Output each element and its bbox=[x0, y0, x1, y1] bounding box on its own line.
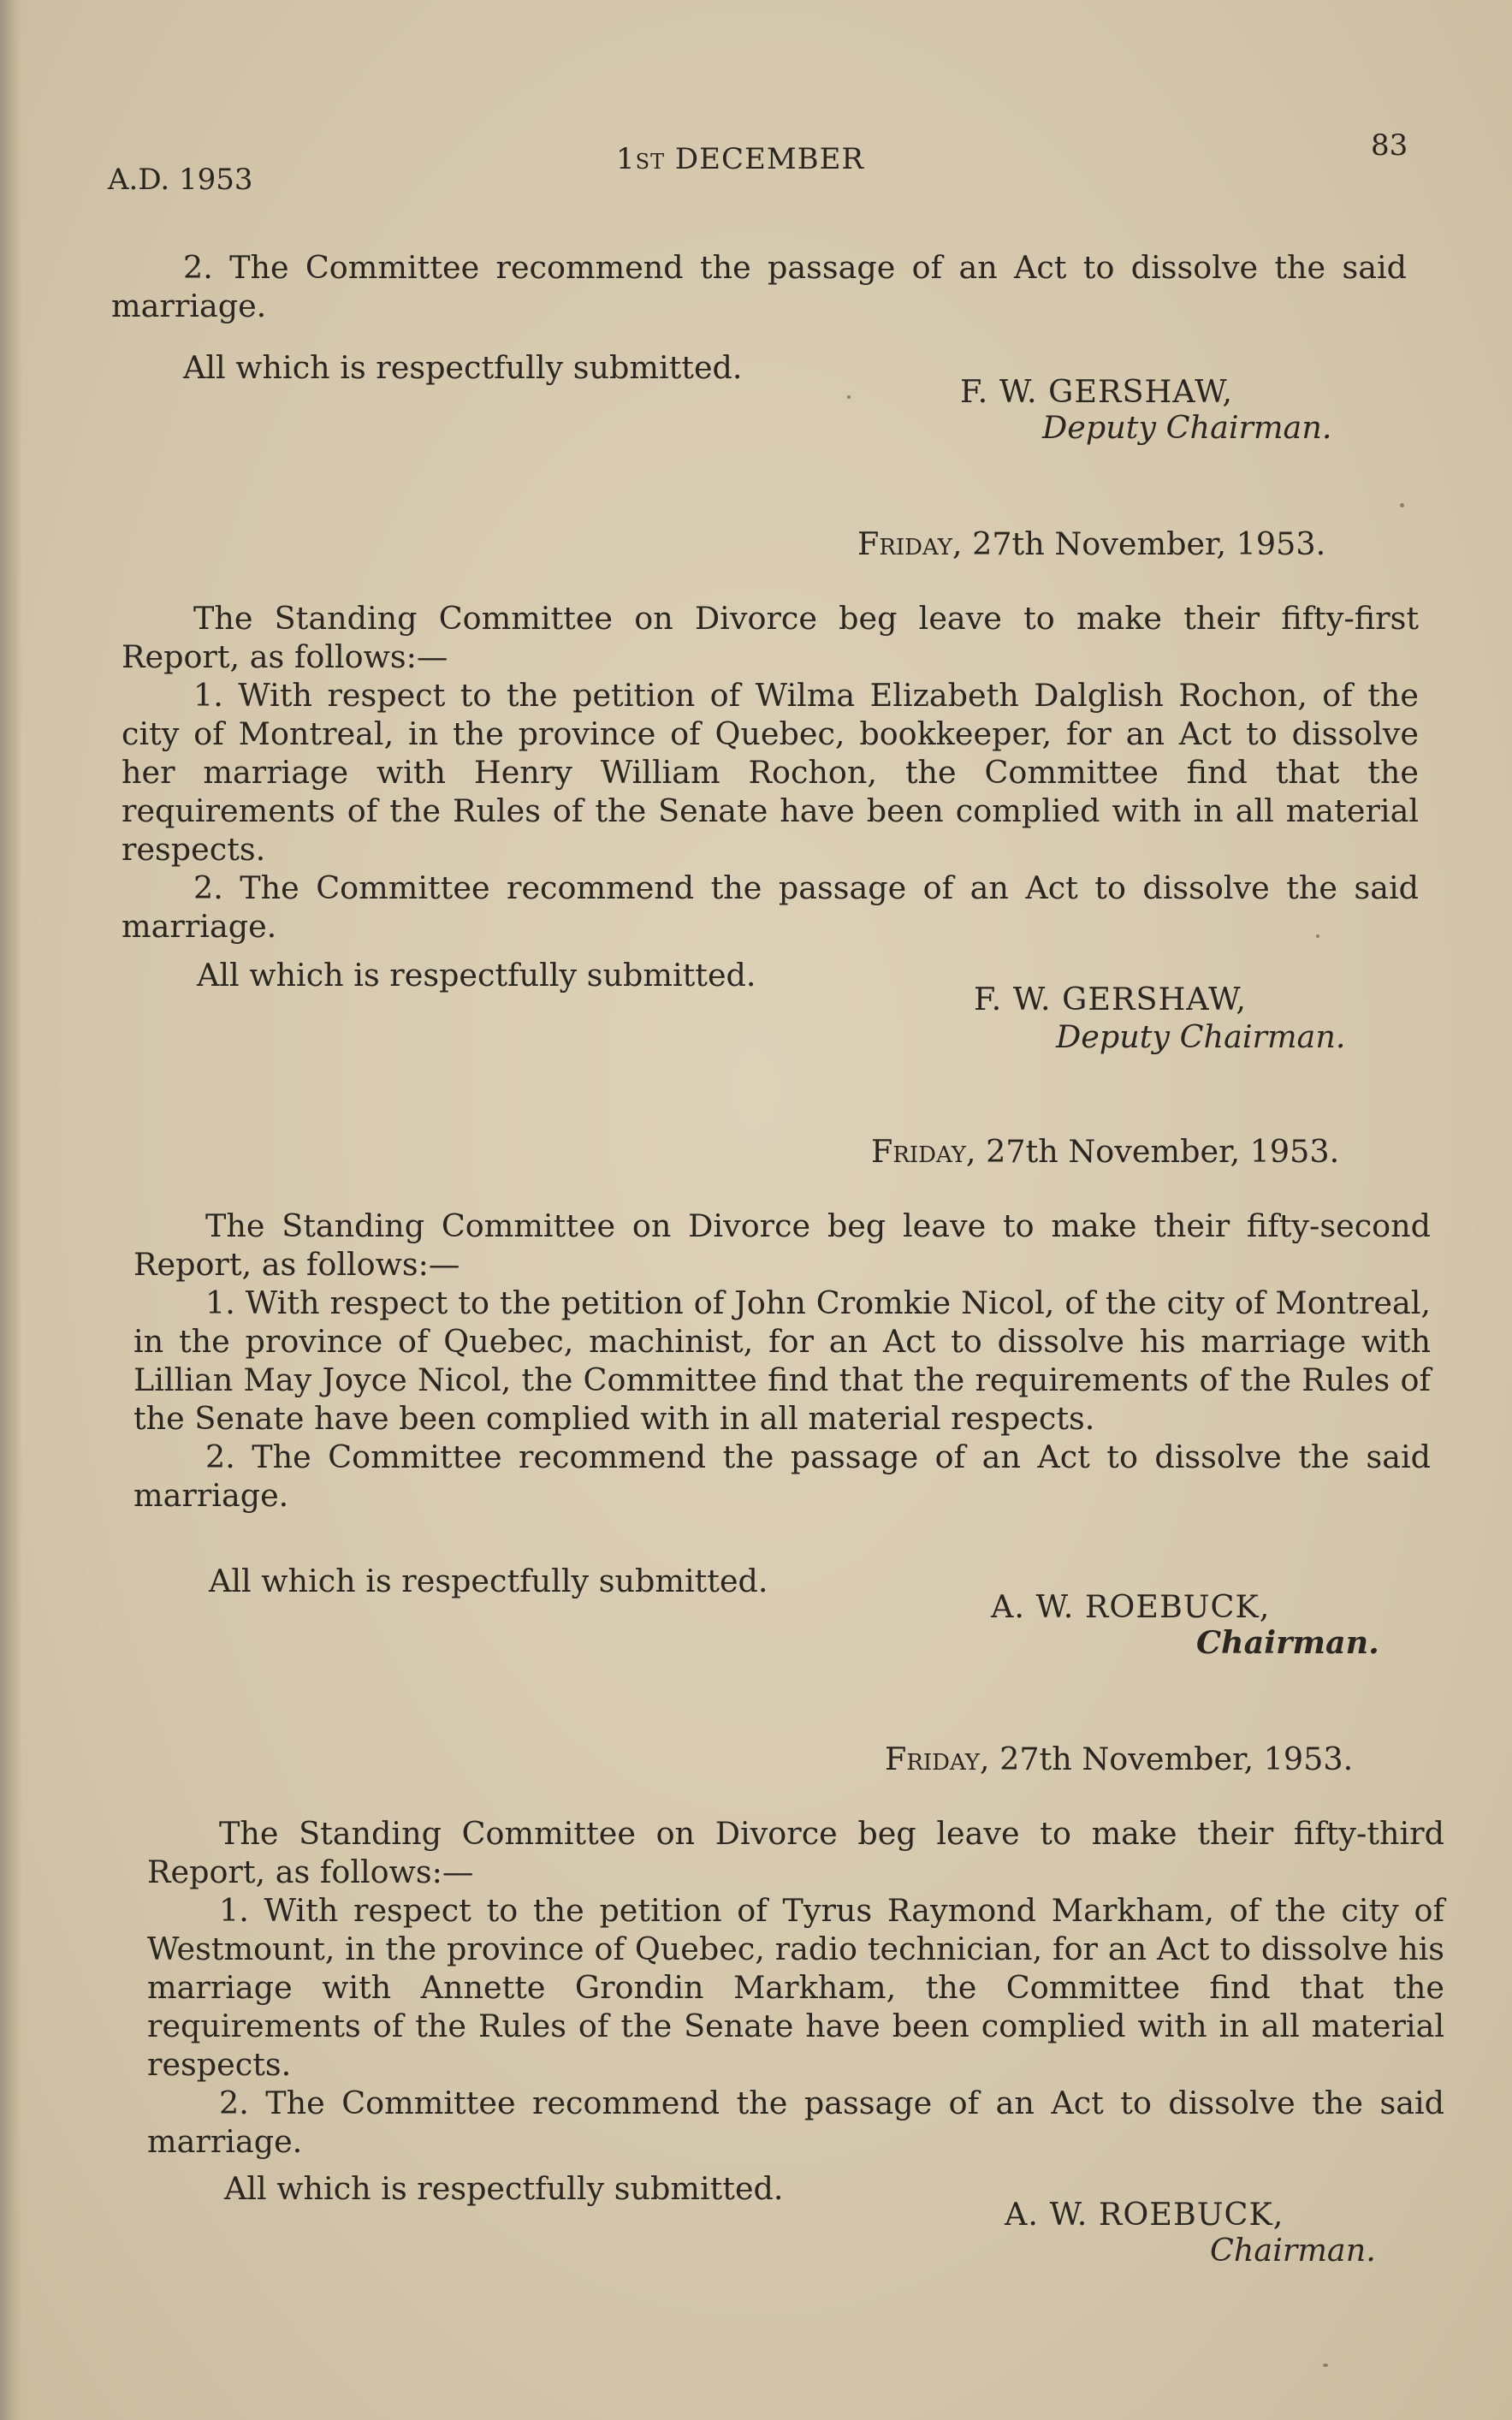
report-52-submitted: All which is respectfully submitted. bbox=[209, 1563, 768, 1599]
paper-speck bbox=[1316, 934, 1319, 938]
report-53-signer: A. W. ROEBUCK, bbox=[1005, 2196, 1284, 2233]
top-continuation bbox=[111, 248, 1407, 325]
page-header bbox=[0, 128, 1512, 197]
report-51-date-rest: , 27th November, 1953. bbox=[952, 525, 1326, 562]
report-52-date bbox=[871, 1133, 1339, 1170]
report-51-intro: The Standing Committee on Divorce beg leave to make their fifty-first Report, as follows:— bbox=[122, 600, 1419, 675]
page-edge-shadow bbox=[0, 0, 22, 2420]
report-53-submitted: All which is respectfully submitted. bbox=[224, 2170, 784, 2207]
report-51-paragraph-1: 1. With respect to the petition of Wilma Elizabeth Dalglish Rochon, of the city of Montreal, in the province of Quebec, bookkeeper, for an Act to dissolve her marriage with Henry William Rochon, the Committee find that the requirements of the Rules of the Senate have been complied with in all material respects. bbox=[122, 677, 1419, 868]
report-53-date bbox=[885, 1741, 1353, 1777]
report-51-date bbox=[857, 525, 1325, 562]
report-53-role: Chairman. bbox=[1210, 2232, 1376, 2269]
report-51-submitted: All which is respectfully submitted. bbox=[197, 957, 756, 994]
report-52-intro: The Standing Committee on Divorce beg leave to make their fifty-second Report, as follows:— bbox=[133, 1207, 1431, 1283]
top-paragraph-2: 2. The Committee recommend the passage of an Act to dissolve the said marriage. bbox=[111, 249, 1407, 324]
paper-speck bbox=[847, 395, 851, 399]
report-53-date-rest: , 27th November, 1953. bbox=[979, 1741, 1354, 1777]
report-52-date-rest: , 27th November, 1953. bbox=[965, 1133, 1340, 1170]
report-52-paragraph-2: 2. The Committee recommend the passage of an Act to dissolve the said marriage. bbox=[133, 1438, 1431, 1514]
paper-speck bbox=[1400, 503, 1404, 507]
report-53-intro: The Standing Committee on Divorce beg leave to make their fifty-third Report, as follows:— bbox=[147, 1815, 1444, 1890]
report-51-role: Deputy Chairman. bbox=[1056, 1018, 1346, 1055]
report-52-date-day: Friday bbox=[871, 1133, 966, 1170]
paper-speck bbox=[1323, 2364, 1328, 2367]
header-date-month: DECEMBER bbox=[665, 142, 865, 176]
report-52-body bbox=[133, 1207, 1431, 1515]
report-53-date-day: Friday bbox=[885, 1741, 980, 1777]
top-submitted: All which is respectfully submitted. bbox=[183, 349, 743, 386]
report-53-paragraph-2: 2. The Committee recommend the passage of an Act to dissolve the said marriage. bbox=[147, 2085, 1444, 2160]
report-53-body bbox=[147, 1814, 1444, 2161]
report-51-paragraph-2: 2. The Committee recommend the passage of an Act to dissolve the said marriage. bbox=[122, 869, 1419, 945]
report-51-date-day: Friday bbox=[857, 525, 952, 562]
report-52-paragraph-1: 1. With respect to the petition of John Cromkie Nicol, of the city of Montreal, in the province of Quebec, machinist, for an Act to dissolve his marriage with Lillian May Joyce Nicol, the Committee find that the requirements of the Rules of the Senate have been complied with in all material respects. bbox=[133, 1284, 1431, 1437]
report-53-paragraph-1: 1. With respect to the petition of Tyrus Raymond Markham, of the city of Westmount, in the province of Quebec, radio technician, for an Act to dissolve his marriage with Annette Grondin Markham, the Committee find that the requirements of the Rules of the Senate have been complied with in all material respects. bbox=[147, 1892, 1444, 2083]
report-52-role: Chairman. bbox=[1196, 1624, 1379, 1661]
top-role: Deputy Chairman. bbox=[1042, 409, 1332, 446]
report-51-signer: F. W. GERSHAW, bbox=[974, 981, 1247, 1017]
header-year: A.D. 1953 bbox=[108, 163, 253, 197]
top-signer: F. W. GERSHAW, bbox=[960, 373, 1233, 410]
header-date-ordinal: 1st bbox=[616, 142, 666, 176]
page-number: 83 bbox=[1371, 128, 1408, 163]
header-date bbox=[616, 142, 864, 176]
report-51-body bbox=[122, 599, 1419, 946]
report-52-signer: A. W. ROEBUCK, bbox=[991, 1588, 1271, 1625]
